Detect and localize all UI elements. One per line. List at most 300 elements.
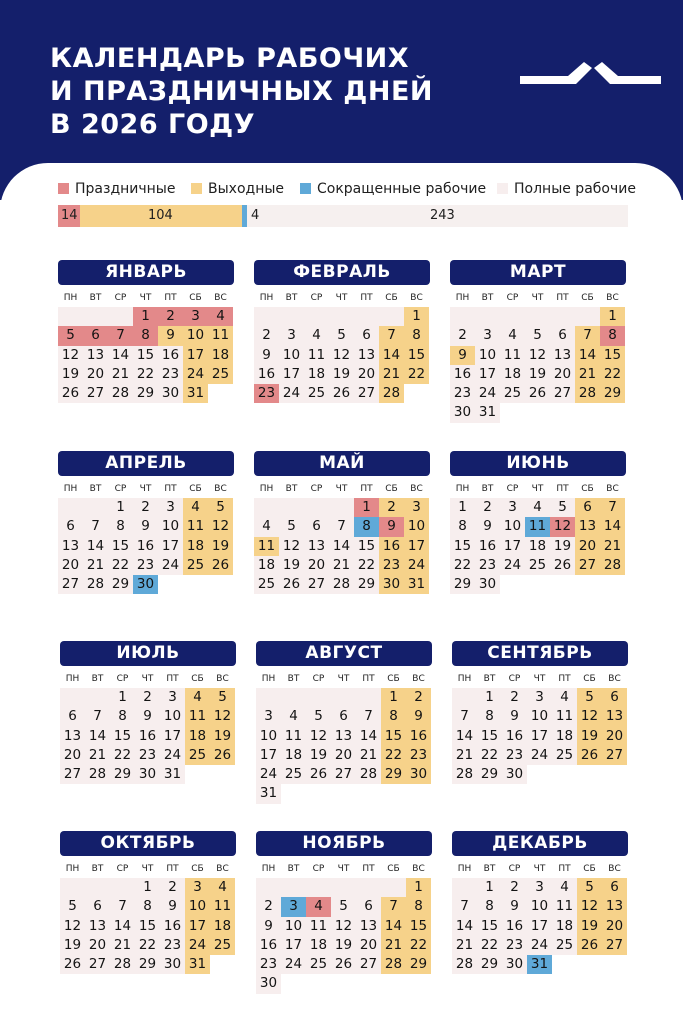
weekday-label: ЧТ — [337, 864, 350, 874]
day-cell-workday: 23 — [256, 955, 281, 974]
day-cell-workday: 23 — [133, 556, 158, 575]
day-cell-workday: 20 — [60, 746, 85, 765]
month-block — [58, 451, 234, 594]
day-cell-workday: 29 — [354, 575, 379, 594]
weekday-row — [60, 672, 236, 686]
day-cell-weekend: 21 — [381, 936, 406, 955]
weekday-label: ВТ — [287, 864, 300, 874]
day-cell-workday: 6 — [60, 707, 85, 726]
weekday-label: ВС — [608, 864, 621, 874]
day-cell-workday: 3 — [500, 498, 525, 517]
day-cell-workday: 21 — [108, 365, 133, 384]
day-grid — [450, 498, 626, 594]
day-cell-workday: 28 — [452, 955, 477, 974]
day-cell-weekend: 3 — [404, 498, 429, 517]
weekday-label: ПН — [259, 484, 274, 494]
day-cell-workday: 20 — [58, 556, 83, 575]
day-cell-workday: 15 — [477, 917, 502, 936]
day-cell-weekend: 19 — [208, 537, 233, 556]
weekday-row — [58, 291, 234, 305]
weekday-label: ПТ — [556, 293, 569, 303]
weekday-label: ЧТ — [531, 484, 544, 494]
day-cell-workday: 24 — [500, 556, 525, 575]
day-cell-workday: 19 — [279, 556, 304, 575]
day-grid — [450, 307, 626, 423]
weekday-label: ПТ — [558, 864, 571, 874]
weekday-label: ПТ — [558, 674, 571, 684]
month-block — [450, 260, 626, 423]
day-cell-workday: 27 — [331, 765, 356, 784]
day-cell-workday: 22 — [354, 556, 379, 575]
month-title: ОКТЯБРЬ — [60, 831, 236, 856]
weekday-label: СБ — [189, 484, 202, 494]
day-cell-weekend: 7 — [379, 326, 404, 345]
weekday-label: СР — [312, 674, 325, 684]
day-cell-workday: 8 — [110, 707, 135, 726]
day-cell-workday: 2 — [256, 897, 281, 916]
weekday-label: ПН — [261, 674, 276, 684]
weekday-row — [256, 672, 432, 686]
day-cell-holiday: 3 — [183, 307, 208, 326]
empty-day-cell — [306, 688, 331, 707]
day-cell-workday: 30 — [158, 384, 183, 403]
day-cell-workday: 13 — [356, 917, 381, 936]
day-cell-weekend: 14 — [379, 346, 404, 365]
day-cell-workday: 15 — [450, 537, 475, 556]
day-cell-weekend: 11 — [208, 326, 233, 345]
day-cell-weekend: 31 — [404, 575, 429, 594]
day-cell-workday: 16 — [160, 917, 185, 936]
day-cell-workday: 19 — [60, 936, 85, 955]
day-cell-weekend: 18 — [208, 346, 233, 365]
day-cell-workday: 8 — [450, 517, 475, 536]
day-cell-workday: 31 — [475, 403, 500, 422]
day-cell-workday: 30 — [135, 765, 160, 784]
summary-weekend: 104 — [80, 205, 242, 227]
day-cell-workday: 20 — [550, 365, 575, 384]
day-cell-weekend: 30 — [379, 575, 404, 594]
day-cell-workday: 27 — [60, 765, 85, 784]
day-cell-workday: 14 — [329, 537, 354, 556]
day-cell-workday: 15 — [477, 727, 502, 746]
weekday-label: ЧТ — [335, 293, 348, 303]
empty-day-cell — [475, 307, 500, 326]
day-cell-weekend: 26 — [577, 936, 602, 955]
weekday-label: ЧТ — [531, 293, 544, 303]
day-cell-weekend: 6 — [602, 688, 627, 707]
day-cell-workday: 4 — [281, 707, 306, 726]
day-cell-workday: 21 — [83, 556, 108, 575]
day-cell-workday: 18 — [552, 727, 577, 746]
day-cell-weekend: 21 — [379, 365, 404, 384]
day-cell-workday: 22 — [477, 936, 502, 955]
month-title: ИЮНЬ — [450, 451, 626, 476]
day-cell-workday: 22 — [108, 556, 133, 575]
empty-day-cell — [354, 307, 379, 326]
day-cell-workday: 2 — [475, 498, 500, 517]
empty-day-cell — [58, 498, 83, 517]
day-cell-workday: 28 — [110, 955, 135, 974]
day-cell-weekend: 2 — [379, 498, 404, 517]
day-cell-weekend: 28 — [575, 384, 600, 403]
day-cell-workday: 9 — [160, 897, 185, 916]
day-cell-workday: 15 — [354, 537, 379, 556]
day-cell-workday: 30 — [475, 575, 500, 594]
weekday-label: ПН — [65, 864, 80, 874]
day-cell-workday: 20 — [85, 936, 110, 955]
legend-item-weekend — [191, 181, 284, 197]
day-cell-workday: 16 — [475, 537, 500, 556]
day-cell-workday: 26 — [550, 556, 575, 575]
day-cell-workday: 18 — [306, 936, 331, 955]
day-cell-workday: 23 — [502, 936, 527, 955]
day-cell-workday: 28 — [452, 765, 477, 784]
day-cell-workday: 5 — [306, 707, 331, 726]
day-cell-workday: 20 — [331, 746, 356, 765]
legend — [58, 181, 638, 199]
day-cell-workday: 14 — [108, 346, 133, 365]
weekday-row — [452, 862, 628, 876]
day-cell-workday: 19 — [306, 746, 331, 765]
day-cell-workday: 7 — [110, 897, 135, 916]
weekday-label: ПН — [455, 293, 470, 303]
day-cell-weekend: 7 — [575, 326, 600, 345]
page-title — [50, 42, 433, 141]
weekday-label: ПТ — [556, 484, 569, 494]
day-cell-weekend: 1 — [404, 307, 429, 326]
weekday-label: ПТ — [360, 484, 373, 494]
day-cell-weekend: 7 — [381, 897, 406, 916]
day-cell-weekend: 16 — [379, 537, 404, 556]
day-cell-weekend: 25 — [208, 365, 233, 384]
day-cell-weekend: 26 — [577, 746, 602, 765]
day-cell-workday: 13 — [331, 727, 356, 746]
day-cell-weekend: 14 — [600, 517, 625, 536]
day-cell-weekend: 22 — [404, 365, 429, 384]
day-cell-workday: 27 — [304, 575, 329, 594]
weekday-label: ВТ — [91, 674, 104, 684]
weekday-label: СБ — [583, 674, 596, 684]
day-cell-workday: 13 — [60, 727, 85, 746]
day-cell-workday: 13 — [58, 537, 83, 556]
weekday-label: ВТ — [285, 293, 298, 303]
day-cell-workday: 24 — [256, 765, 281, 784]
day-cell-weekend: 13 — [575, 517, 600, 536]
day-cell-workday: 2 — [160, 878, 185, 897]
day-cell-workday: 25 — [525, 556, 550, 575]
logo-icon — [518, 60, 663, 90]
empty-day-cell — [254, 498, 279, 517]
empty-day-cell — [108, 307, 133, 326]
weekday-row — [60, 862, 236, 876]
day-cell-holiday: 6 — [83, 326, 108, 345]
day-cell-weekend: 22 — [381, 746, 406, 765]
day-cell-workday: 10 — [500, 517, 525, 536]
summary-shortened-label: 4 — [247, 205, 259, 227]
day-cell-workday: 11 — [281, 727, 306, 746]
weekday-label: ПН — [63, 484, 78, 494]
weekday-label: ЧТ — [533, 674, 546, 684]
weekday-label: СБ — [387, 864, 400, 874]
day-cell-workday: 18 — [254, 556, 279, 575]
day-cell-weekend: 12 — [577, 897, 602, 916]
day-cell-weekend: 27 — [575, 556, 600, 575]
day-cell-weekend: 20 — [575, 537, 600, 556]
day-cell-workday: 13 — [83, 346, 108, 365]
day-cell-holiday: 12 — [550, 517, 575, 536]
day-cell-weekend: 9 — [158, 326, 183, 345]
day-cell-workday: 16 — [450, 365, 475, 384]
day-cell-weekend: 2 — [406, 688, 431, 707]
day-cell-workday: 28 — [108, 384, 133, 403]
day-cell-weekend: 28 — [379, 384, 404, 403]
day-cell-workday: 15 — [135, 917, 160, 936]
month-title: ФЕВРАЛЬ — [254, 260, 430, 285]
day-cell-holiday: 8 — [600, 326, 625, 345]
day-cell-workday: 1 — [450, 498, 475, 517]
day-cell-workday: 9 — [254, 346, 279, 365]
day-cell-weekend: 15 — [381, 727, 406, 746]
day-cell-workday: 10 — [158, 517, 183, 536]
empty-day-cell — [329, 307, 354, 326]
month-title: МАЙ — [254, 451, 430, 476]
day-cell-weekend: 4 — [185, 688, 210, 707]
day-grid — [452, 878, 628, 974]
empty-day-cell — [306, 878, 331, 897]
weekday-label: СБ — [385, 484, 398, 494]
day-cell-workday: 7 — [83, 517, 108, 536]
day-cell-workday: 28 — [83, 575, 108, 594]
day-cell-workday: 26 — [60, 955, 85, 974]
day-cell-workday: 21 — [85, 746, 110, 765]
day-cell-weekend: 9 — [406, 707, 431, 726]
day-cell-workday: 6 — [356, 897, 381, 916]
day-cell-workday: 30 — [256, 974, 281, 993]
day-cell-workday: 19 — [550, 537, 575, 556]
day-cell-weekend: 31 — [183, 384, 208, 403]
day-cell-workday: 27 — [356, 955, 381, 974]
day-cell-workday: 14 — [356, 727, 381, 746]
weekday-label: СР — [508, 864, 521, 874]
day-cell-holiday: 7 — [108, 326, 133, 345]
day-cell-workday: 12 — [329, 346, 354, 365]
day-grid — [254, 498, 430, 594]
day-cell-workday: 27 — [83, 384, 108, 403]
day-cell-weekend: 19 — [210, 727, 235, 746]
day-cell-shortened: 11 — [525, 517, 550, 536]
month-block — [256, 641, 432, 804]
weekday-row — [254, 291, 430, 305]
day-grid — [452, 688, 628, 784]
legend-swatch-shortened — [300, 183, 311, 194]
empty-day-cell — [379, 307, 404, 326]
day-cell-weekend: 15 — [600, 346, 625, 365]
day-cell-weekend: 19 — [577, 917, 602, 936]
empty-day-cell — [452, 688, 477, 707]
day-cell-weekend: 21 — [600, 537, 625, 556]
day-cell-workday: 16 — [158, 346, 183, 365]
day-cell-weekend: 27 — [602, 936, 627, 955]
day-cell-workday: 16 — [135, 727, 160, 746]
day-grid — [58, 498, 234, 594]
weekday-label: СБ — [191, 864, 204, 874]
day-cell-weekend: 5 — [577, 688, 602, 707]
empty-day-cell — [381, 878, 406, 897]
legend-item-holiday — [58, 181, 175, 197]
month-title: АПРЕЛЬ — [58, 451, 234, 476]
legend-label: Выходные — [208, 181, 285, 197]
day-cell-weekend: 29 — [600, 384, 625, 403]
day-cell-workday: 8 — [108, 517, 133, 536]
weekday-label: ПТ — [362, 864, 375, 874]
empty-day-cell — [58, 307, 83, 326]
empty-day-cell — [304, 498, 329, 517]
day-cell-weekend: 31 — [185, 955, 210, 974]
summary-bar — [58, 205, 628, 227]
day-cell-workday: 21 — [110, 936, 135, 955]
weekday-label: СР — [114, 293, 127, 303]
day-cell-workday: 2 — [135, 688, 160, 707]
day-cell-workday: 13 — [85, 917, 110, 936]
empty-day-cell — [281, 688, 306, 707]
day-cell-weekend: 29 — [381, 765, 406, 784]
day-cell-holiday: 1 — [354, 498, 379, 517]
day-cell-workday: 11 — [552, 897, 577, 916]
weekday-label: ПТ — [166, 674, 179, 684]
empty-day-cell — [450, 307, 475, 326]
day-cell-workday: 31 — [160, 765, 185, 784]
day-cell-weekend: 11 — [185, 707, 210, 726]
weekday-label: ПН — [457, 864, 472, 874]
day-cell-weekend: 24 — [183, 365, 208, 384]
weekday-label: ВТ — [89, 484, 102, 494]
day-cell-workday: 9 — [502, 707, 527, 726]
empty-day-cell — [83, 307, 108, 326]
day-cell-holiday: 4 — [208, 307, 233, 326]
day-cell-workday: 8 — [477, 707, 502, 726]
day-cell-workday: 25 — [552, 936, 577, 955]
title-line-1: КАЛЕНДАРЬ РАБОЧИХ — [50, 43, 410, 74]
day-cell-weekend: 10 — [183, 326, 208, 345]
day-grid — [60, 688, 236, 784]
day-cell-workday: 17 — [160, 727, 185, 746]
day-cell-workday: 3 — [475, 326, 500, 345]
day-cell-weekend: 4 — [210, 878, 235, 897]
day-cell-weekend: 8 — [406, 897, 431, 916]
day-cell-workday: 26 — [525, 384, 550, 403]
title-line-2: И ПРАЗДНИЧНЫХ ДНЕЙ — [50, 76, 433, 107]
day-cell-weekend: 18 — [210, 917, 235, 936]
day-cell-workday: 22 — [133, 365, 158, 384]
day-cell-weekend: 24 — [185, 936, 210, 955]
day-cell-weekend: 12 — [210, 707, 235, 726]
day-cell-workday: 18 — [552, 917, 577, 936]
day-cell-workday: 2 — [450, 326, 475, 345]
day-cell-weekend: 11 — [183, 517, 208, 536]
day-cell-workday: 24 — [527, 746, 552, 765]
day-cell-workday: 4 — [552, 688, 577, 707]
day-cell-weekend: 7 — [600, 498, 625, 517]
legend-swatch-full — [497, 183, 508, 194]
day-cell-workday: 18 — [281, 746, 306, 765]
day-grid — [60, 878, 236, 974]
weekday-label: СБ — [581, 293, 594, 303]
day-cell-workday: 6 — [331, 707, 356, 726]
weekday-label: ЧТ — [533, 864, 546, 874]
day-cell-workday: 22 — [477, 746, 502, 765]
day-cell-workday: 25 — [254, 575, 279, 594]
day-cell-workday: 30 — [450, 403, 475, 422]
weekday-label: ВС — [606, 484, 619, 494]
day-cell-workday: 29 — [135, 955, 160, 974]
empty-day-cell — [60, 878, 85, 897]
day-cell-workday: 1 — [477, 688, 502, 707]
day-cell-workday: 23 — [475, 556, 500, 575]
empty-day-cell — [304, 307, 329, 326]
day-cell-workday: 17 — [158, 537, 183, 556]
weekday-label: ВС — [410, 484, 423, 494]
empty-day-cell — [110, 878, 135, 897]
day-cell-workday: 30 — [502, 765, 527, 784]
day-cell-weekend: 4 — [183, 498, 208, 517]
weekday-label: ВС — [412, 864, 425, 874]
weekday-row — [254, 482, 430, 496]
day-cell-weekend: 23 — [379, 556, 404, 575]
day-cell-weekend: 12 — [208, 517, 233, 536]
day-cell-workday: 17 — [527, 727, 552, 746]
day-cell-holiday: 8 — [133, 326, 158, 345]
weekday-label: СР — [508, 674, 521, 684]
day-cell-workday: 18 — [304, 365, 329, 384]
empty-day-cell — [500, 307, 525, 326]
month-block — [60, 831, 236, 974]
day-cell-workday: 7 — [329, 517, 354, 536]
weekday-row — [452, 672, 628, 686]
empty-day-cell — [329, 498, 354, 517]
day-cell-workday: 26 — [306, 765, 331, 784]
day-cell-workday: 28 — [85, 765, 110, 784]
day-cell-weekend: 13 — [602, 897, 627, 916]
day-cell-workday: 15 — [108, 537, 133, 556]
month-block — [254, 451, 430, 594]
legend-swatch-holiday — [58, 183, 69, 194]
day-cell-workday: 17 — [475, 365, 500, 384]
day-cell-workday: 14 — [83, 537, 108, 556]
day-cell-workday: 16 — [133, 537, 158, 556]
day-cell-workday: 10 — [256, 727, 281, 746]
day-cell-workday: 29 — [108, 575, 133, 594]
day-cell-weekend: 23 — [406, 746, 431, 765]
day-cell-workday: 1 — [135, 878, 160, 897]
day-cell-workday: 27 — [550, 384, 575, 403]
day-cell-workday: 3 — [527, 878, 552, 897]
day-cell-weekend: 1 — [600, 307, 625, 326]
month-block — [452, 641, 628, 784]
legend-swatch-weekend — [191, 183, 202, 194]
day-cell-workday: 29 — [110, 765, 135, 784]
day-cell-holiday: 2 — [158, 307, 183, 326]
day-cell-weekend: 15 — [406, 917, 431, 936]
day-grid — [256, 688, 432, 804]
day-cell-workday: 20 — [356, 936, 381, 955]
day-cell-workday: 19 — [58, 365, 83, 384]
day-cell-workday: 13 — [354, 346, 379, 365]
empty-day-cell — [575, 307, 600, 326]
day-cell-workday: 29 — [477, 765, 502, 784]
day-cell-workday: 29 — [477, 955, 502, 974]
day-cell-workday: 12 — [279, 537, 304, 556]
month-block — [256, 831, 432, 994]
